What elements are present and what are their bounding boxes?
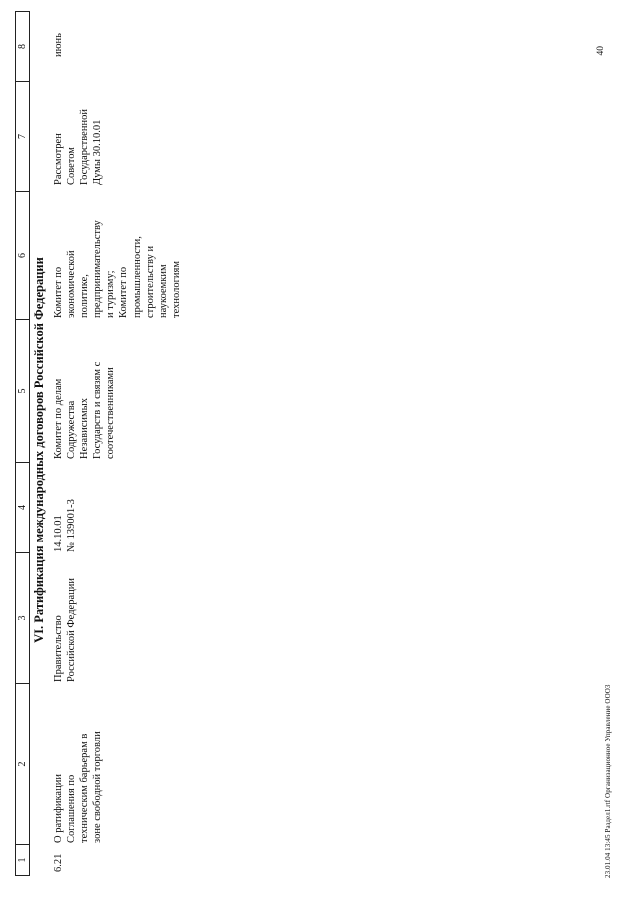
committee-line: Независимых <box>79 398 91 459</box>
committee-line: соотечественниками <box>105 367 117 459</box>
bill-title-line: Соглашения по <box>66 774 78 843</box>
status-line: Советом <box>66 147 78 185</box>
page-number: 40 <box>596 46 606 56</box>
footer-file-info: 23.01.04 13:45 Раздел1.rtf Организационное Управление ООО3 <box>604 684 612 878</box>
committee-line: Государств и связям с <box>92 361 104 459</box>
co-committee-line: и туризму; <box>105 270 117 318</box>
column-number-header <box>15 11 30 876</box>
bill-title <box>52 731 104 843</box>
date-and-number <box>52 499 78 552</box>
column-header-3: 3 <box>16 553 30 684</box>
bill-title-line: О ратификации <box>53 774 64 843</box>
date-line: 14.10.01 <box>53 515 64 552</box>
column-header-1: 1 <box>16 845 30 876</box>
term-line: июнь <box>53 33 64 57</box>
co-committee-line: технологиям <box>170 261 182 318</box>
section-title: VI. Ратификация международных договоров Российской Федерации <box>32 257 46 643</box>
term <box>52 33 65 57</box>
co-committee-line: политике, <box>79 274 91 318</box>
column-header-2: 2 <box>16 684 30 845</box>
status-line: Государственной <box>79 109 91 185</box>
committee-line: Содружества <box>66 400 78 459</box>
status-line: Думы 30.10.01 <box>92 119 104 185</box>
status-line: Рассмотрен <box>53 133 64 185</box>
number-line: № 139001-3 <box>66 499 78 552</box>
bill-title-line: техническим барьерам в <box>79 733 91 843</box>
committee-line: Комитет по делам <box>53 378 64 459</box>
row-number: 6.21 <box>53 853 64 872</box>
column-header-8: 8 <box>16 12 30 82</box>
co-committee-line: экономической <box>66 250 78 318</box>
co-committee-line: наукоемким <box>157 264 169 318</box>
initiator <box>52 578 78 682</box>
co-committee-line: промышленности, <box>131 236 143 318</box>
initiator-line: Российской Федерации <box>66 578 78 682</box>
column-header-6: 6 <box>16 192 30 320</box>
column-header-5: 5 <box>16 320 30 463</box>
column-header-7: 7 <box>16 82 30 192</box>
co-committee-line: Комитет по <box>118 266 130 318</box>
responsible-committee <box>52 362 117 459</box>
co-committee-line: Комитет по <box>53 266 64 318</box>
status <box>52 109 104 185</box>
initiator-line: Правительство <box>53 615 64 682</box>
column-header-4: 4 <box>16 463 30 553</box>
bill-title-line: зоне свободной торговли <box>92 731 104 843</box>
co-executor-committees <box>52 220 183 318</box>
co-committee-line: строительству и <box>144 245 156 318</box>
co-committee-line: предпринимательству <box>92 220 104 318</box>
